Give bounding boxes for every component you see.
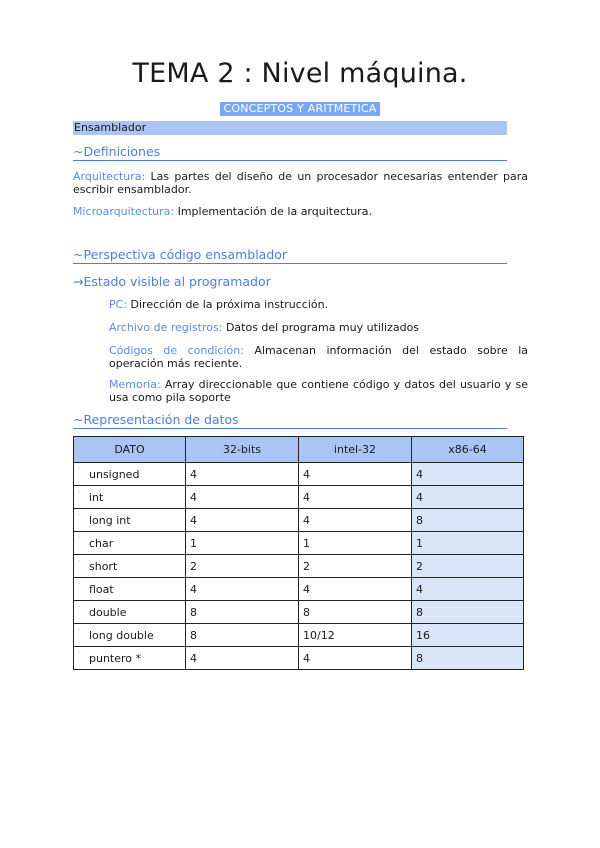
state-term: Códigos de condición:: [109, 344, 244, 357]
table-cell: 4: [412, 463, 524, 486]
table-cell: 16: [412, 624, 524, 647]
definition-arquitectura: [73, 170, 528, 196]
state-item-registros: [109, 321, 528, 334]
page-title: TEMA 2 : Nivel máquina.: [132, 58, 468, 89]
definition-text: Implementación de la arquitectura.: [174, 205, 372, 218]
table-row: [74, 532, 524, 555]
table-cell: 2: [412, 555, 524, 578]
table-row: [74, 624, 524, 647]
subtitle: CONCEPTOS Y ARITMETICA: [220, 102, 379, 116]
table-row: [74, 555, 524, 578]
state-item-pc: [109, 298, 528, 311]
table-cell: 10/12: [299, 624, 412, 647]
table-cell: 4: [186, 647, 299, 670]
table-cell: 2: [299, 555, 412, 578]
table-header-row: [74, 437, 524, 463]
table-row: [74, 578, 524, 601]
perspective-heading: ~Perspectiva código ensamblador: [73, 247, 507, 264]
table-cell: 8: [412, 601, 524, 624]
table-cell: 1: [186, 532, 299, 555]
column-header: x86-64: [412, 437, 524, 463]
table-row: [74, 509, 524, 532]
table-cell: 8: [186, 601, 299, 624]
definition-term: Microarquitectura:: [73, 205, 175, 218]
table-cell: 4: [299, 578, 412, 601]
table-cell: 4: [412, 486, 524, 509]
table-cell: 1: [412, 532, 524, 555]
table-cell: 4: [299, 463, 412, 486]
state-text: Dirección de la próxima instrucción.: [127, 298, 329, 311]
table-cell: 2: [186, 555, 299, 578]
table-cell: 4: [299, 486, 412, 509]
table-cell: · float: [74, 578, 186, 601]
table-cell: · long double: [74, 624, 186, 647]
table-cell: 4: [186, 509, 299, 532]
state-text: Almacenan información del estado sobre la operación más reciente.: [109, 344, 528, 370]
table-row: [74, 463, 524, 486]
table-cell: 1: [299, 532, 412, 555]
state-term: PC:: [109, 298, 128, 311]
table-cell: 4: [299, 647, 412, 670]
table-cell: · puntero *: [74, 647, 186, 670]
table-cell: 8: [412, 647, 524, 670]
definitions-heading: ~Definiciones: [73, 144, 507, 161]
table-cell: 4: [186, 578, 299, 601]
table-cell: · char: [74, 532, 186, 555]
table-cell: · short: [74, 555, 186, 578]
table-cell: · unsigned: [74, 463, 186, 486]
state-item-condicion: [109, 344, 528, 370]
table-cell: 4: [186, 486, 299, 509]
representation-heading: ~Representación de datos: [73, 412, 507, 429]
table-cell: 4: [299, 509, 412, 532]
visible-state-heading: →Estado visible al programador: [73, 274, 271, 289]
table-row: [74, 601, 524, 624]
table-cell: 8: [412, 509, 524, 532]
column-header: DATO: [74, 437, 186, 463]
state-text: Array direccionable que contiene código y datos del usuario y se usa como pila soporte: [109, 378, 528, 404]
state-text: Datos del programa muy utilizados: [222, 321, 420, 334]
subtitle-wrap: [0, 97, 600, 116]
state-term: Memoria:: [109, 378, 161, 391]
table-row: [74, 486, 524, 509]
column-header: intel-32: [299, 437, 412, 463]
table-cell: 8: [299, 601, 412, 624]
table-cell: · double: [74, 601, 186, 624]
definition-microarquitectura: [73, 205, 528, 218]
state-term: Archivo de registros:: [109, 321, 223, 334]
table-cell: 4: [412, 578, 524, 601]
table-cell: 4: [186, 463, 299, 486]
section-header: Ensamblador: [73, 121, 507, 135]
definition-term: Arquitectura:: [73, 170, 146, 183]
table-cell: 8: [186, 624, 299, 647]
table-row: [74, 647, 524, 670]
definition-text: Las partes del diseño de un procesador necesarias entender para escribir ensamblador.: [73, 170, 528, 196]
table-cell: · long int: [74, 509, 186, 532]
data-types-table: [73, 436, 524, 670]
state-item-memoria: [109, 378, 528, 404]
table-cell: · int: [74, 486, 186, 509]
column-header: 32-bits: [186, 437, 299, 463]
